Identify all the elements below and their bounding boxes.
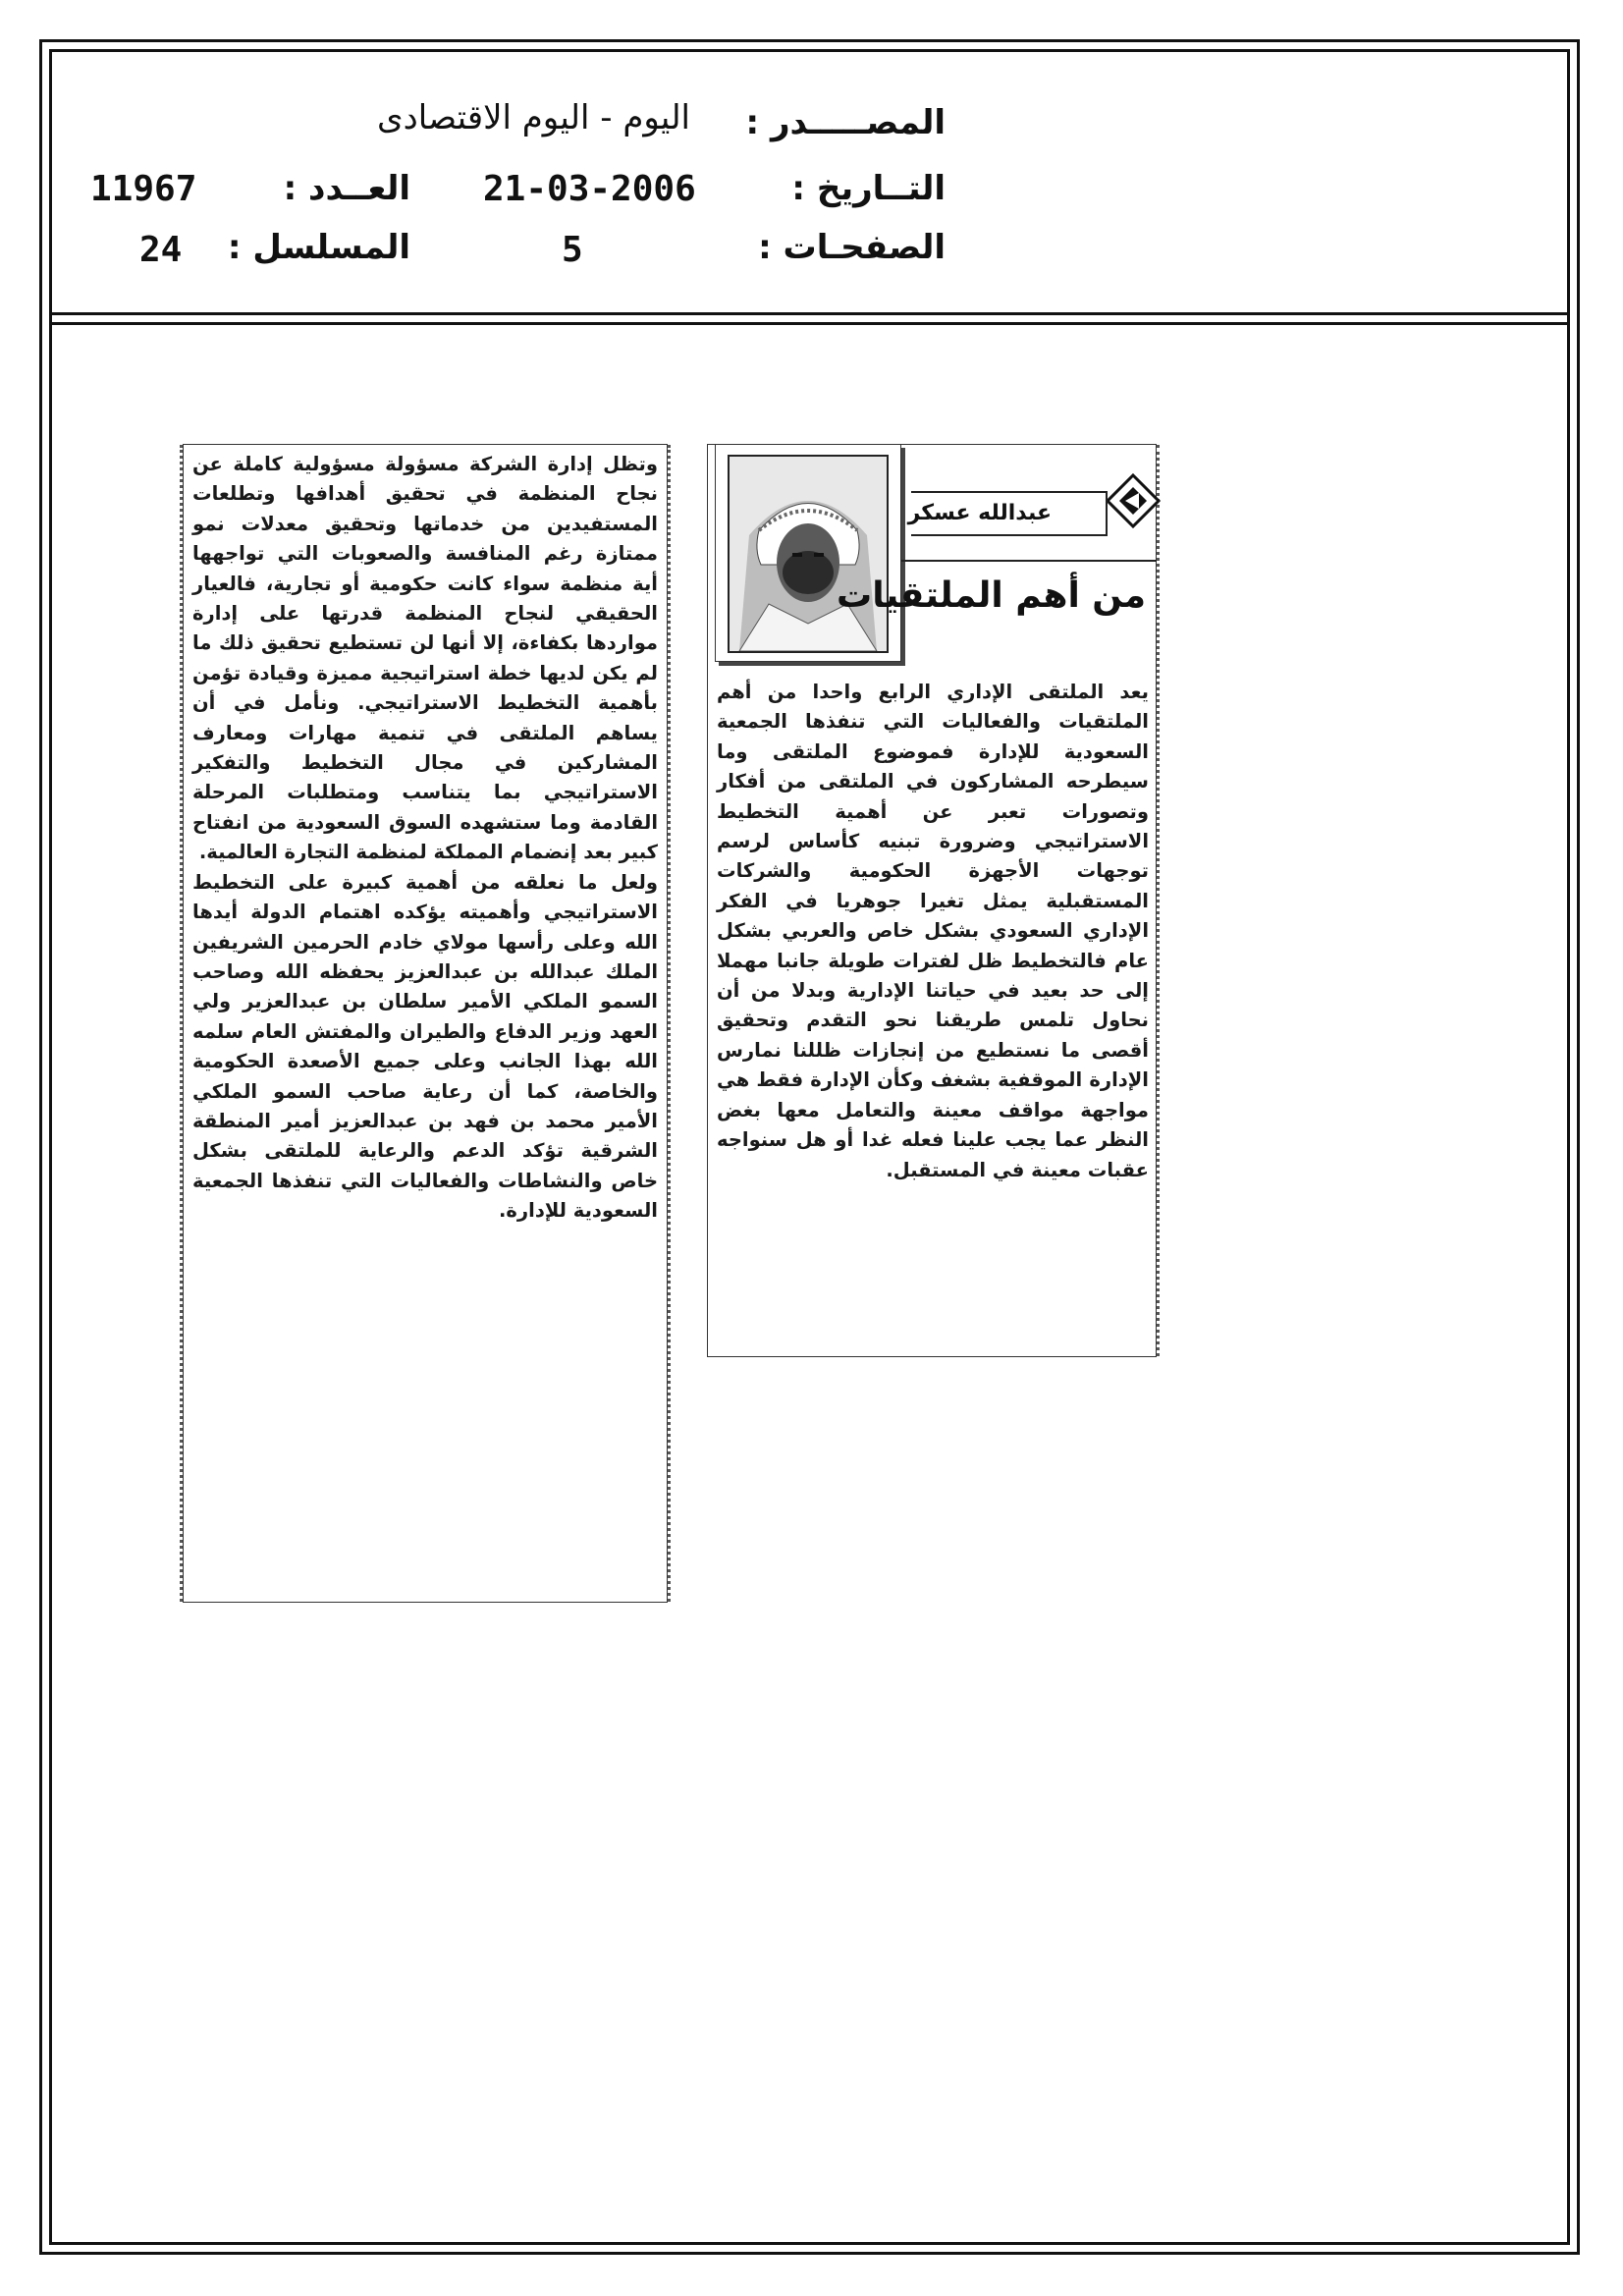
source-value: اليوم - اليوم الاقتصادى xyxy=(377,98,690,137)
pages-value: 5 xyxy=(562,230,583,270)
left-paragraph-2: ولعل ما نعلقه من أهمية كبيرة على التخطيط الاستراتيجي وأهميته يؤكده اهتمام الدولة أيدها الله وعلى رأسها مولاي خادم الحرمين الشريفين الملك عبدالله بن عبدالعزيز يحفظه الله وصاحب السمو الملكي الأمير سلطان بن عبدالعزير ولي العهد وزير الدفاع والطيران والمفتش العام سلمه الله بهذا الجانب وعلى جميع الأصعدة الحكومية والخاصة، كما أن رعاية صاحب السمو الملكي الأمير محمد بن فهد بن عبدالعزيز أمير المنطقة الشرقية تؤكد الدعم والرعاية للملتقى بشكل خاص والنشاطات والفعاليات التي تنفذها الجمعية السعودية للإدارة. xyxy=(192,870,658,1223)
header-divider-2 xyxy=(49,322,1570,325)
title-rule xyxy=(901,560,1157,562)
pages-label: الصفحـات : xyxy=(758,228,946,267)
header-divider xyxy=(49,312,1570,315)
serial-label: المسلسل : xyxy=(227,228,410,267)
author-photo xyxy=(728,455,889,653)
article-title: من أهم الملتقيات xyxy=(837,575,1146,616)
left-column-text xyxy=(192,450,658,1227)
right-paragraph: يعد الملتقى الإداري الرابع واحدا من أهم الملتقيات والفعاليات التي تنفذها الجمعية السعودية للإدارة فموضوع الملتقى وما سيطرحه المشاركون في الملتقى من أفكار وتصورات تعبر عن أهمية التخطيط الاستراتيجي وضرورة تبنيه كأساس لرسم توجهات الأجهزة الحكومية والشركات المستقبلية يمثل تغيرا جوهريا في الفكر الإداري السعودي بشكل خاص والعربي بشكل عام فالتخطيط ظل لفترات طويلة جانبا مهملا إلى حد بعيد في حياتنا الإدارية وبدلا من أن نحاول تلمس طريقنا نحو التقدم وتحقيق أقصى ما نستطيع من إنجازات ظللنا نمارس الإدارة الموقفية بشغف وكأن الإدارة فقط هي مواجهة مواقف معينة والتعامل معها بغض النظر عما يجب علينا فعله غدا أو هل سنواجه عقبات معينة في المستقبل. xyxy=(717,681,1149,1181)
author-name: عبدالله عسكر xyxy=(907,501,1052,525)
issue-value: 11967 xyxy=(90,169,197,209)
right-column-text xyxy=(717,678,1149,1185)
source-label: المصـــــدر : xyxy=(745,103,946,142)
left-paragraph-1: وتظل إدارة الشركة مسؤولة مسؤولية كاملة عن نجاح المنظمة في تحقيق أهدافها وتطلعات المستفيدين من خدماتها وتحقيق معدلات نمو ممتازة رغم المنافسة والصعوبات التي تواجهها أية منظمة سواء كانت حكومية أو تجارية، فالعيار الحقيقي لنجاح المنظمة قدرتها على إدارة مواردها بكفاءة، إلا أنها لن تستطيع تحقيق ذلك ما لم يكن لديها خطة استراتيجية مميزة وقيادة تؤمن بأهمية التخطيط الاستراتيجي. ونأمل في أن يساهم الملتقى في تنمية مهارات ومعارف المشاركين في مجال التخطيط والتفكير الاستراتيجي بما يتناسب ومتطلبات المرحلة القادمة وما ستشهده السوق السعودية من انفتاح كبير بعد إنضمام المملكة لمنظمة التجارة العالمية. xyxy=(192,453,658,864)
serial-value: 24 xyxy=(139,230,183,270)
issue-label: العــدد : xyxy=(283,169,410,208)
date-label: التــاريخ : xyxy=(791,169,946,208)
date-value: 21-03-2006 xyxy=(483,169,696,209)
column-emblem-icon xyxy=(1104,471,1163,530)
